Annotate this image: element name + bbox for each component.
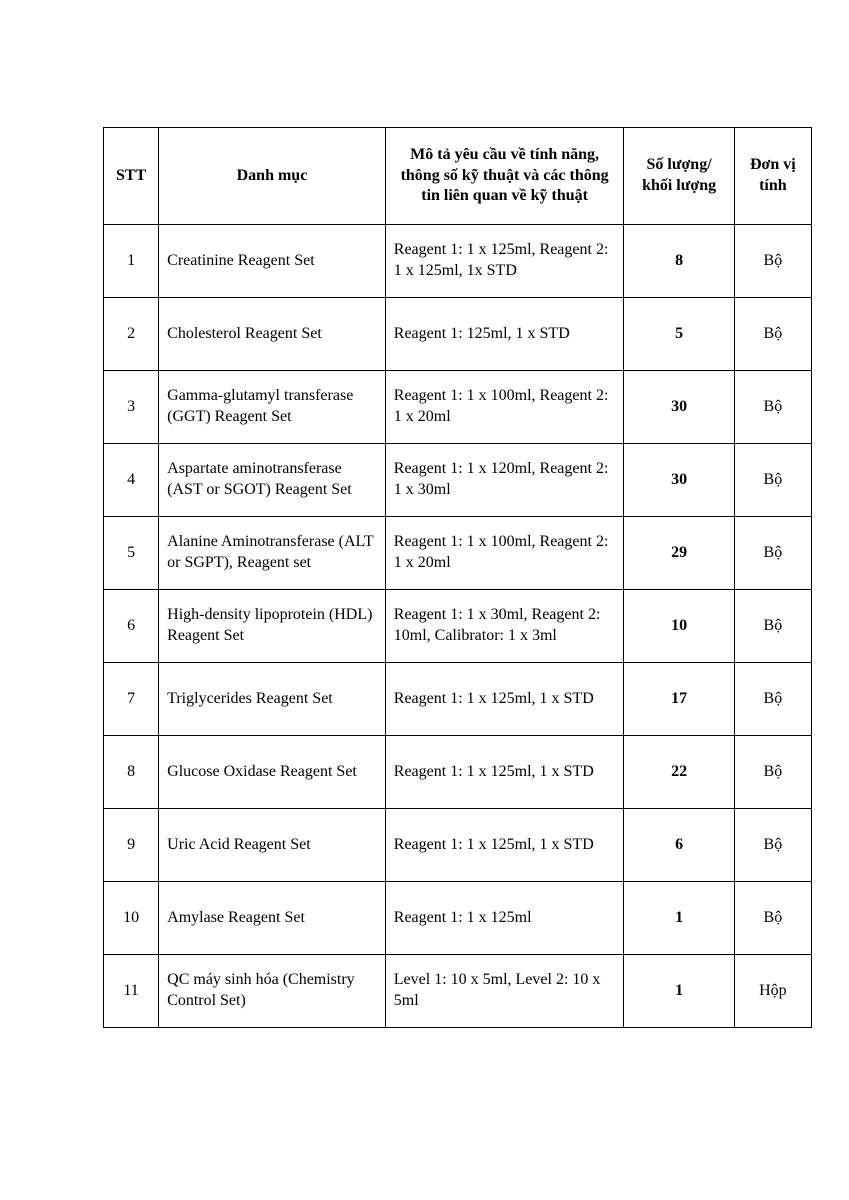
cell-name: Triglycerides Reagent Set [159, 663, 386, 736]
cell-desc: Reagent 1: 1 x 125ml, Reagent 2: 1 x 125ml, 1x STD [385, 225, 624, 298]
cell-desc: Reagent 1: 1 x 100ml, Reagent 2: 1 x 20ml [385, 371, 624, 444]
table-row [104, 882, 812, 955]
table-row [104, 736, 812, 809]
cell-name: High-density lipoprotein (HDL) Reagent Set [159, 590, 386, 663]
cell-desc: Reagent 1: 125ml, 1 x STD [385, 298, 624, 371]
cell-desc: Reagent 1: 1 x 125ml, 1 x STD [385, 809, 624, 882]
cell-unit: Bộ [734, 371, 811, 444]
cell-qty: 8 [624, 225, 734, 298]
cell-desc: Reagent 1: 1 x 120ml, Reagent 2: 1 x 30ml [385, 444, 624, 517]
cell-name: Gamma-glutamyl transferase (GGT) Reagent Set [159, 371, 386, 444]
table-row [104, 955, 812, 1028]
cell-desc: Reagent 1: 1 x 125ml, 1 x STD [385, 736, 624, 809]
cell-qty: 10 [624, 590, 734, 663]
cell-qty: 5 [624, 298, 734, 371]
cell-unit: Bộ [734, 590, 811, 663]
cell-stt: 3 [104, 371, 159, 444]
reagent-table [103, 127, 812, 1028]
cell-name: Amylase Reagent Set [159, 882, 386, 955]
cell-name: QC máy sinh hóa (Chemistry Control Set) [159, 955, 386, 1028]
cell-desc: Reagent 1: 1 x 125ml, 1 x STD [385, 663, 624, 736]
cell-name: Uric Acid Reagent Set [159, 809, 386, 882]
col-header-unit: Đơn vị tính [734, 128, 811, 225]
cell-qty: 1 [624, 955, 734, 1028]
cell-stt: 1 [104, 225, 159, 298]
cell-stt: 6 [104, 590, 159, 663]
cell-unit: Hộp [734, 955, 811, 1028]
cell-unit: Bộ [734, 882, 811, 955]
cell-name: Glucose Oxidase Reagent Set [159, 736, 386, 809]
cell-qty: 22 [624, 736, 734, 809]
cell-unit: Bộ [734, 809, 811, 882]
cell-unit: Bộ [734, 225, 811, 298]
cell-stt: 2 [104, 298, 159, 371]
cell-unit: Bộ [734, 444, 811, 517]
table-row [104, 590, 812, 663]
cell-stt: 7 [104, 663, 159, 736]
cell-unit: Bộ [734, 517, 811, 590]
cell-unit: Bộ [734, 736, 811, 809]
col-header-stt: STT [104, 128, 159, 225]
cell-desc: Reagent 1: 1 x 125ml [385, 882, 624, 955]
cell-unit: Bộ [734, 298, 811, 371]
cell-name: Alanine Aminotransferase (ALT or SGPT), Reagent set [159, 517, 386, 590]
table-body [104, 225, 812, 1028]
cell-qty: 29 [624, 517, 734, 590]
cell-desc: Level 1: 10 x 5ml, Level 2: 10 x 5ml [385, 955, 624, 1028]
cell-qty: 30 [624, 371, 734, 444]
table-row [104, 371, 812, 444]
table-row [104, 225, 812, 298]
cell-desc: Reagent 1: 1 x 100ml, Reagent 2: 1 x 20ml [385, 517, 624, 590]
col-header-name: Danh mục [159, 128, 386, 225]
cell-stt: 9 [104, 809, 159, 882]
cell-stt: 8 [104, 736, 159, 809]
cell-qty: 17 [624, 663, 734, 736]
cell-stt: 4 [104, 444, 159, 517]
cell-desc: Reagent 1: 1 x 30ml, Reagent 2: 10ml, Calibrator: 1 x 3ml [385, 590, 624, 663]
col-header-qty: Số lượng/ khối lượng [624, 128, 734, 225]
table-row [104, 517, 812, 590]
cell-qty: 1 [624, 882, 734, 955]
cell-name: Creatinine Reagent Set [159, 225, 386, 298]
cell-unit: Bộ [734, 663, 811, 736]
cell-stt: 10 [104, 882, 159, 955]
cell-stt: 5 [104, 517, 159, 590]
cell-qty: 6 [624, 809, 734, 882]
cell-stt: 11 [104, 955, 159, 1028]
table-row [104, 444, 812, 517]
cell-name: Cholesterol Reagent Set [159, 298, 386, 371]
col-header-desc: Mô tả yêu cầu về tính năng, thông số kỹ thuật và các thông tin liên quan về kỹ thuật [385, 128, 624, 225]
table-row [104, 663, 812, 736]
header-row [104, 128, 812, 225]
table-row [104, 809, 812, 882]
cell-name: Aspartate aminotransferase (AST or SGOT) Reagent Set [159, 444, 386, 517]
table-row [104, 298, 812, 371]
cell-qty: 30 [624, 444, 734, 517]
